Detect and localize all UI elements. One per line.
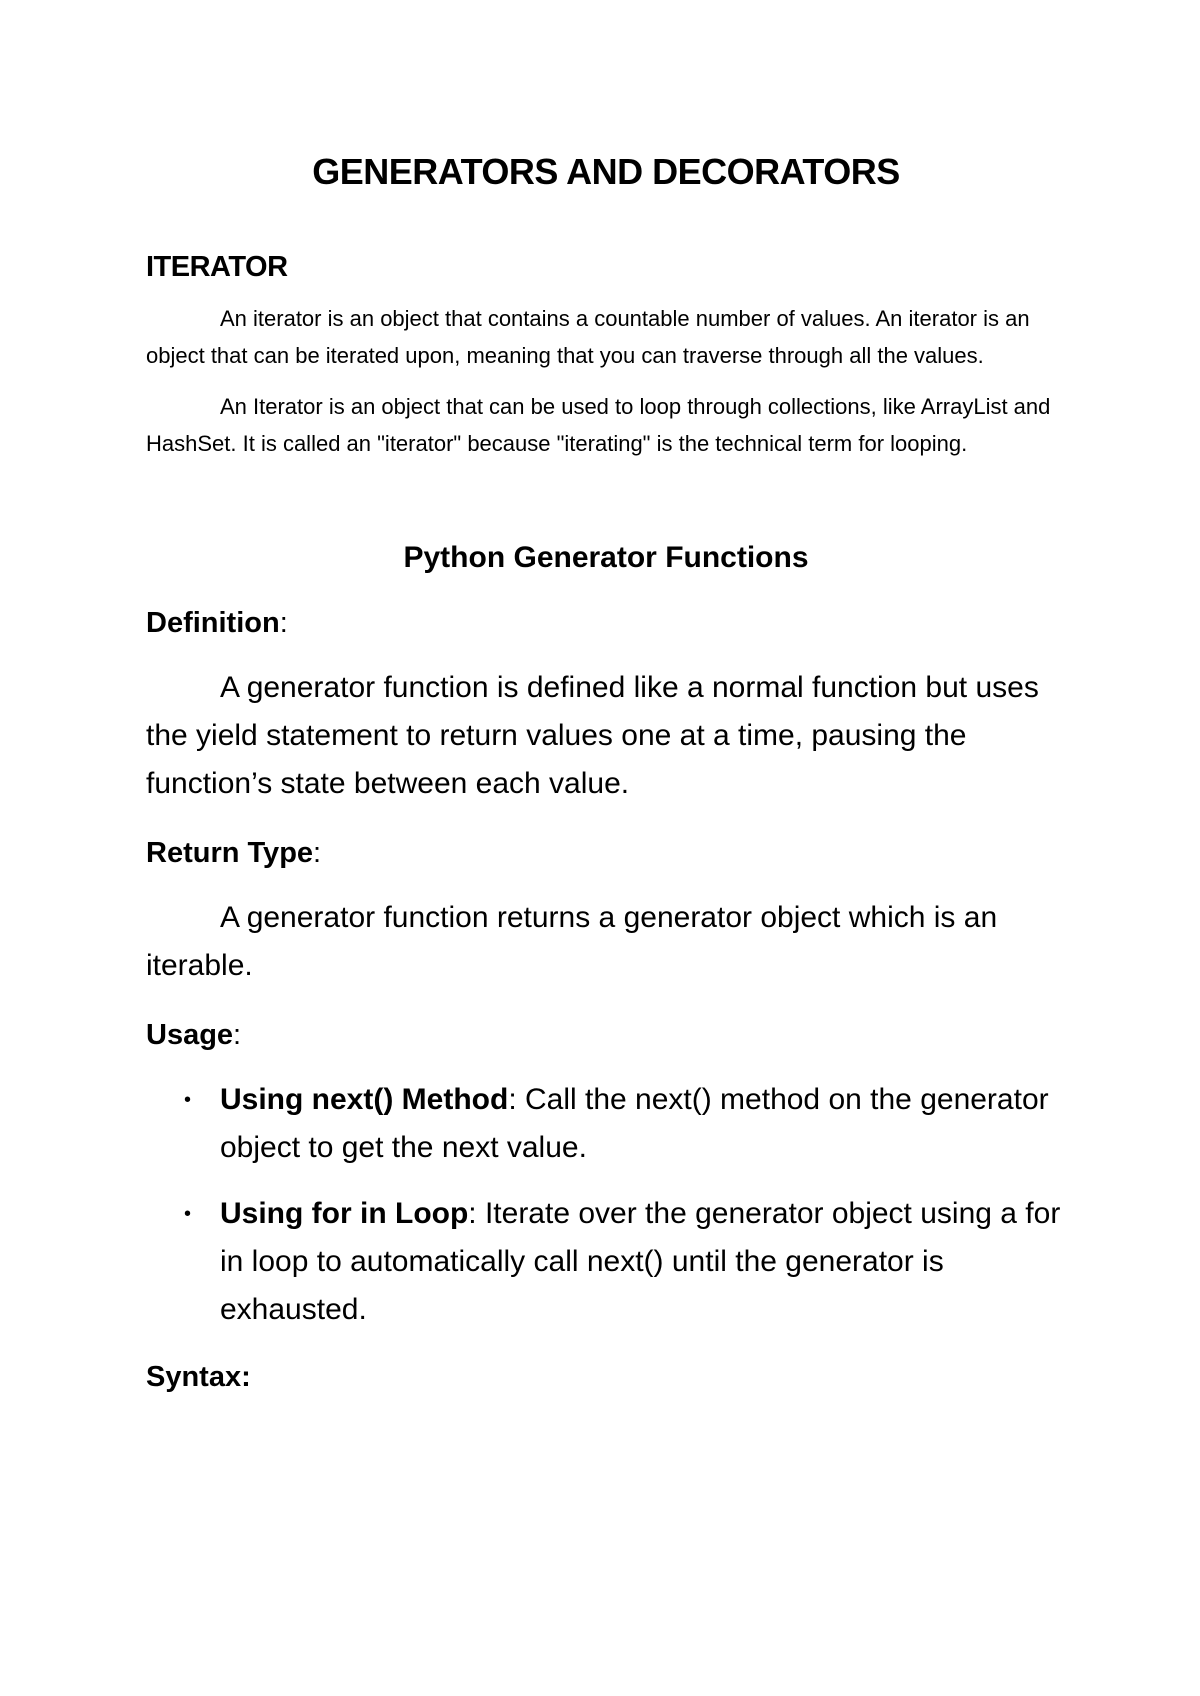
iterator-paragraph-2: An Iterator is an object that can be used to loop through collections, like ArrayList and HashSet. It is called an "iterator" because "iterating" is the technical term for looping.	[146, 394, 1051, 456]
syntax-label: Syntax:	[146, 1361, 251, 1393]
document-content	[146, 148, 1066, 1396]
list-item	[146, 1190, 1066, 1334]
usage-label-text: Usage	[146, 1019, 234, 1051]
definition-label	[146, 604, 1066, 642]
generator-functions-title: Python Generator Functions	[403, 541, 809, 574]
iterator-paragraph-1: An iterator is an object that contains a countable number of values. An iterator is an object that can be iterated upon, meaning that you can traverse through all the values.	[146, 306, 1030, 368]
usage-label	[146, 1016, 1066, 1054]
return-type-text: A generator function returns a generator object which is an iterable.	[146, 901, 998, 982]
usage-term: Using for in Loop	[220, 1197, 469, 1230]
return-type-label	[146, 834, 1066, 872]
iterator-heading: ITERATOR	[146, 251, 288, 283]
usage-description: : Iterate over the generator object using a for in loop to automatically call next() until the generator is exhausted.	[220, 1197, 1061, 1326]
bullet-icon: •	[184, 1089, 192, 1111]
return-type-label-text: Return Type	[146, 837, 314, 869]
list-item	[146, 1076, 1066, 1172]
document-title: GENERATORS AND DECORATORS	[312, 151, 900, 192]
usage-label-colon: :	[233, 1019, 242, 1051]
bullet-icon: •	[184, 1203, 192, 1225]
definition-text: A generator function is defined like a normal function but uses the yield statement to return values one at a time, pausing the function’s state between each value.	[146, 671, 1039, 800]
usage-list	[146, 1076, 1066, 1334]
usage-term: Using next() Method	[220, 1083, 509, 1116]
return-type-label-colon: :	[313, 837, 322, 869]
usage-description: : Call the next() method on the generator object to get the next value.	[220, 1083, 1049, 1164]
definition-label-text: Definition	[146, 607, 280, 639]
definition-label-colon: :	[279, 607, 288, 639]
